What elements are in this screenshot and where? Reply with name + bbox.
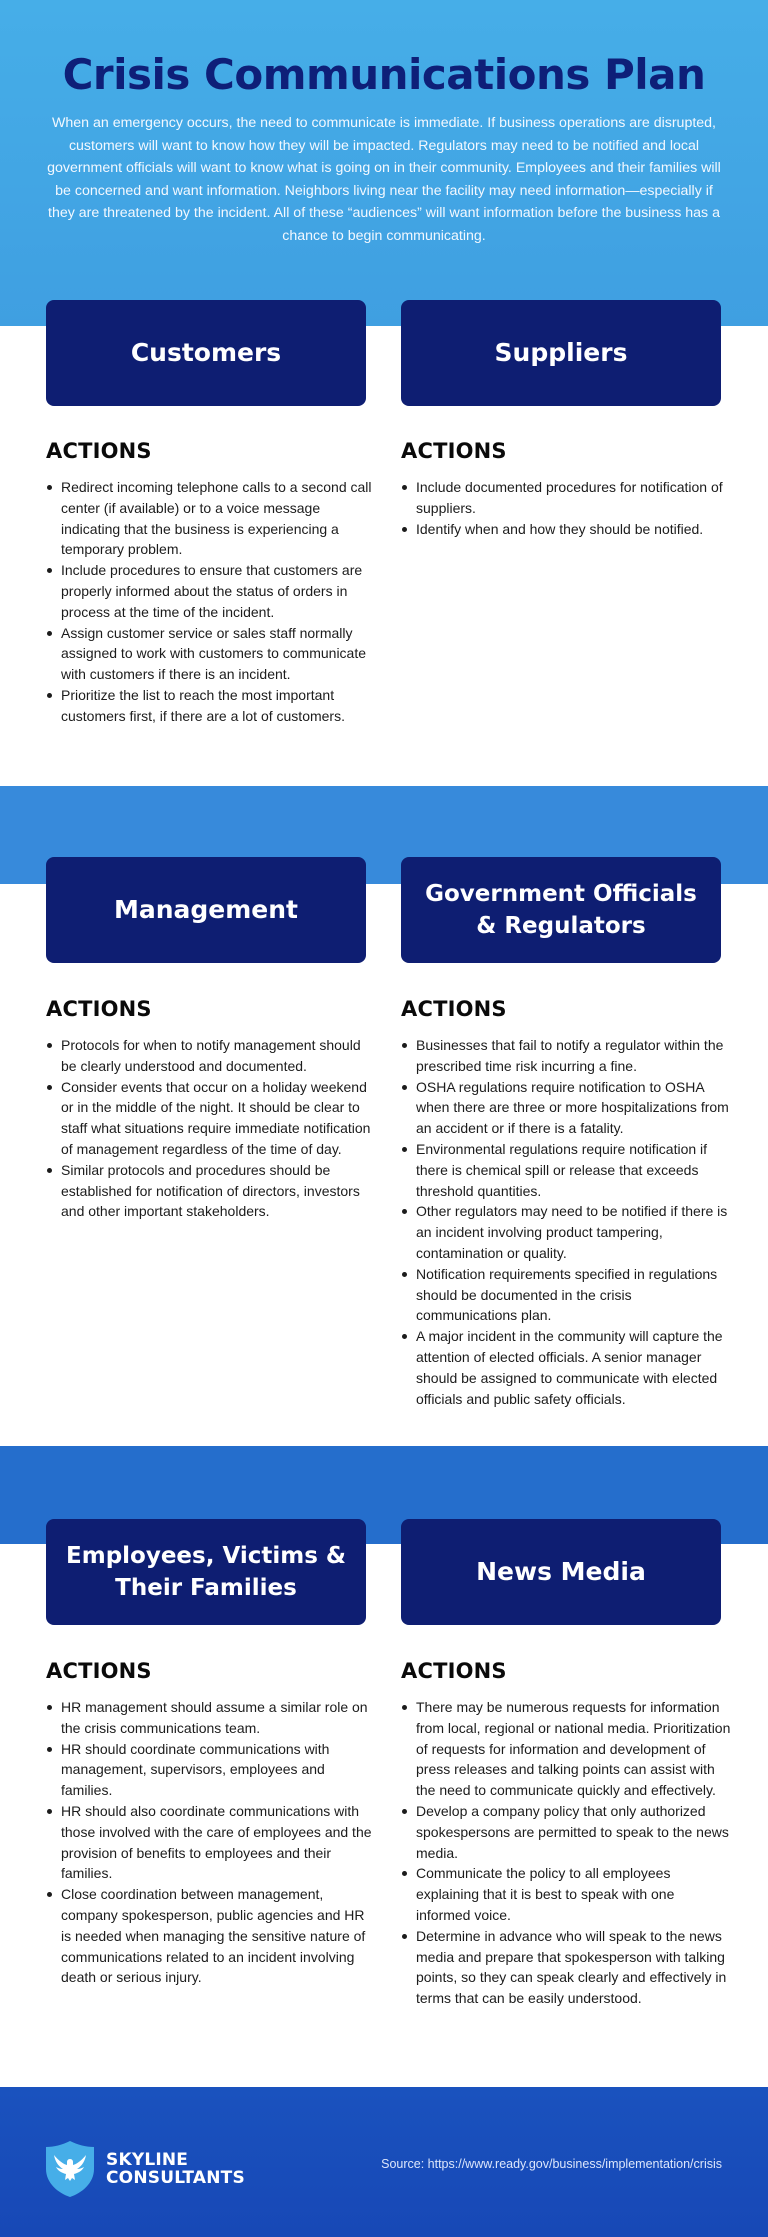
list-item: Develop a company policy that only authorized spokespersons are permitted to speak to the news media. [401,1801,731,1863]
list-item: Determine in advance who will speak to the news media and prepare that spokesperson with talking points, so they can speak clearly and effectively in terms that can be easily understood. [401,1926,731,2009]
list-item: Protocols for when to notify management should be clearly understood and documented. [46,1035,376,1077]
actions-section-employees [46,1659,376,1988]
audience-card-news-media [401,1519,721,1625]
list-item: Include documented procedures for notification of suppliers. [401,477,731,519]
list-item: HR should also coordinate communications with those involved with the care of employees and the provision of benefits to employees and their families. [46,1801,376,1884]
company-logo [44,2139,245,2199]
actions-heading: ACTIONS [401,439,507,463]
actions-heading: ACTIONS [46,997,152,1021]
list-item: HR should coordinate communications with management, supervisors, employees and families. [46,1739,376,1801]
audience-title: News Media [476,1557,646,1586]
actions-section-suppliers [401,439,731,539]
list-item: Close coordination between management, company spokesperson, public agencies and HR is needed when managing the sensitive nature of communications related to an incident involving death or serious injury. [46,1884,376,1988]
list-item: Environmental regulations require notification if there is chemical spill or release that exceeds threshold quantities. [401,1139,731,1201]
source-citation: Source: https://www.ready.gov/business/implementation/crisis [381,2157,722,2171]
actions-section-management [46,997,376,1222]
intro-paragraph: When an emergency occurs, the need to communicate is immediate. If business operations are disrupted, customers will want to know how they will be impacted. Regulators may need to be notified and local government officials will want to know what is going on in their community. Employees and their families will be concerned and want information. Neighbors living near the facility may need information—especially if they are threatened by the incident. All of these “audiences” will want information before the business has a chance to begin communicating. [47,115,721,244]
list-item: Consider events that occur on a holiday weekend or in the middle of the night. It should be clear to staff what situations require immediate notification of management regardless of the time of day. [46,1077,376,1160]
audience-card-management [46,857,366,963]
audience-title: Management [113,895,299,924]
hero-banner [0,0,768,326]
footer [0,2087,768,2237]
audience-title: Customers [130,338,282,367]
list-item: OSHA regulations require notification to OSHA when there are three or more hospitalizations from an accident or if there is a fatality. [401,1077,731,1139]
list-item: There may be numerous requests for information from local, regional or national media. Prioritization of requests for information and development of press releases and talking points can assist with the need to communicate quickly and effectively. [401,1697,731,1801]
eagle-shield-icon [44,2139,96,2199]
audience-card-suppliers [401,300,721,406]
audience-title: Employees, Victims & Their Families [66,1543,346,1601]
company-name-line-1: SKYLINE [106,2150,189,2170]
company-name [106,2151,245,2187]
actions-section-government [401,997,731,1409]
audience-card-customers [46,300,366,406]
list-item: Assign customer service or sales staff normally assigned to work with customers to communicate with customers if there is an incident. [46,623,376,685]
list-item: Include procedures to ensure that customers are properly informed about the status of orders in process at the time of the incident. [46,560,376,622]
actions-heading: ACTIONS [46,1659,152,1683]
list-item: Redirect incoming telephone calls to a second call center (if available) or to a voice message indicating that the business is experiencing a temporary problem. [46,477,376,560]
list-item: Notification requirements specified in regulations should be documented in the crisis communications plan. [401,1264,731,1326]
actions-list [401,1697,731,2009]
actions-heading: ACTIONS [46,439,152,463]
list-item: Prioritize the list to reach the most important customers first, if there are a lot of customers. [46,685,376,727]
list-item: Businesses that fail to notify a regulator within the prescribed time risk incurring a fine. [401,1035,731,1077]
actions-list [46,1697,376,1988]
list-item: Other regulators may need to be notified if there is an incident involving product tampering, contamination or quality. [401,1201,731,1263]
actions-section-customers [46,439,376,727]
list-item: Identify when and how they should be notified. [401,519,731,540]
audience-title: Government Officials & Regulators [425,881,697,939]
actions-heading: ACTIONS [401,997,507,1021]
list-item: A major incident in the community will capture the attention of elected officials. A senior manager should be assigned to communicate with elected officials and public safety officials. [401,1326,731,1409]
actions-list [401,1035,731,1409]
actions-section-news-media [401,1659,731,2009]
actions-list [46,477,376,727]
audience-title: Suppliers [494,338,628,367]
audience-card-government [401,857,721,963]
list-item: Communicate the policy to all employees explaining that it is best to speak with one informed voice. [401,1863,731,1925]
page-title: Crisis Communications Plan [62,50,706,99]
actions-list [46,1035,376,1222]
audience-card-employees [46,1519,366,1625]
company-name-line-2: CONSULTANTS [106,2168,245,2188]
list-item: HR management should assume a similar role on the crisis communications team. [46,1697,376,1739]
list-item: Similar protocols and procedures should be established for notification of directors, investors and other important stakeholders. [46,1160,376,1222]
actions-list [401,477,731,539]
actions-heading: ACTIONS [401,1659,507,1683]
